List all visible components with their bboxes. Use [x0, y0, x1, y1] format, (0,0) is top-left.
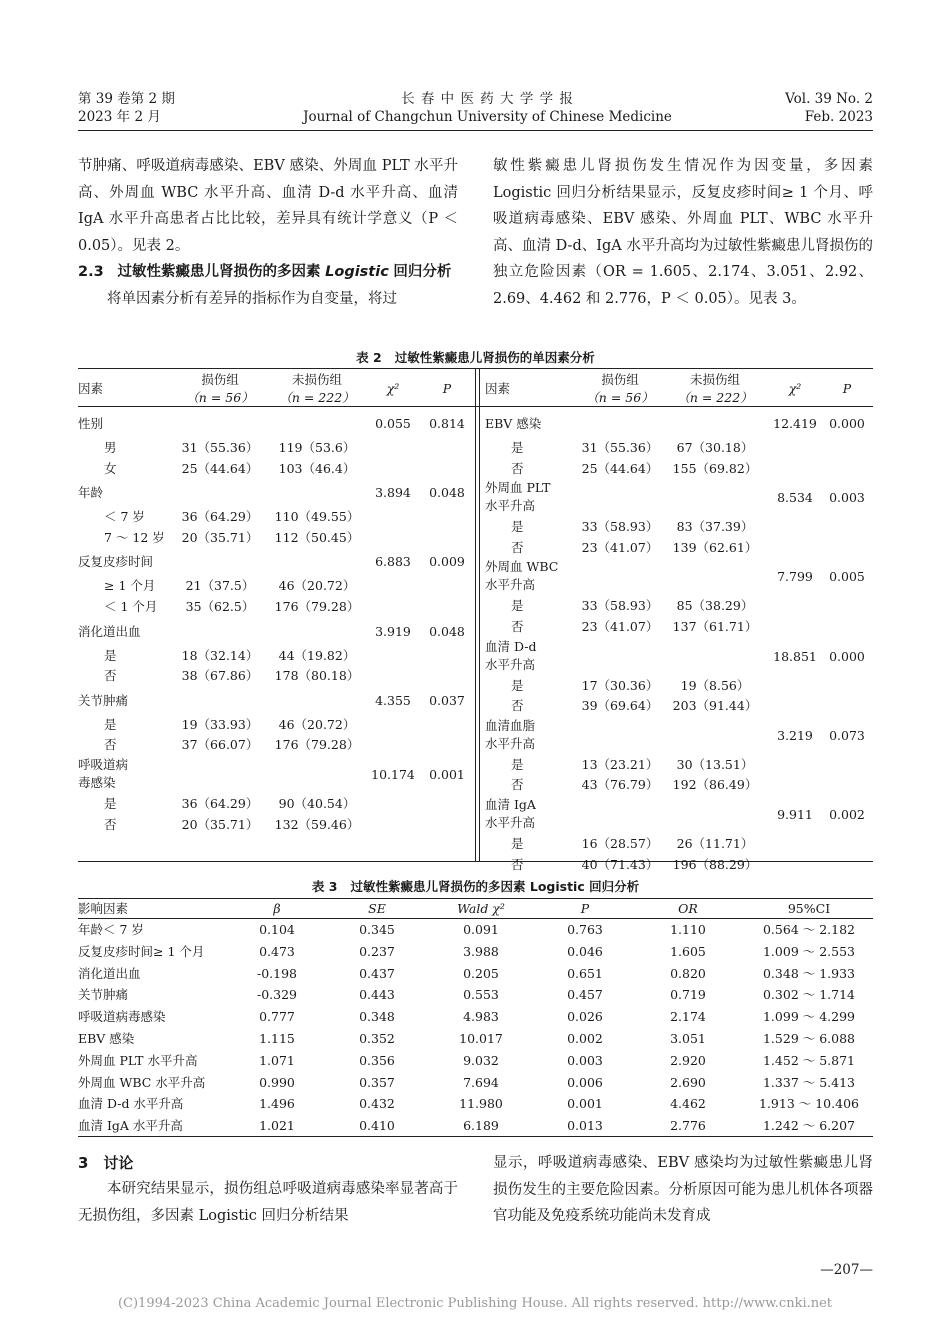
- table3-top-rule: [78, 898, 873, 899]
- table3-header-rule: [78, 918, 873, 919]
- table2-right-row-label: 水平升高: [485, 656, 536, 672]
- table3-cell: 1.337 ～ 5.413: [762, 1074, 856, 1090]
- table2-right-row-label: 是: [511, 519, 524, 535]
- table3-cell: 0.302 ～ 1.714: [762, 987, 856, 1003]
- table2-left-row-label: 7 ～ 12 岁: [104, 529, 165, 545]
- table3-cell: 3.988: [463, 943, 499, 959]
- table2-left-row-injured: 37（66.07）: [181, 737, 259, 753]
- table2-right-row-label: 水平升高: [485, 577, 536, 593]
- table2-left-header-uninjured-n: （n = 222）: [279, 390, 355, 405]
- table2-left-row-injured: 19（33.93）: [181, 716, 259, 732]
- table2-right-row-label: 血清血脂: [485, 717, 536, 733]
- table3-cell: 1.529 ～ 6.088: [762, 1031, 856, 1046]
- table3-cell: 0.002: [567, 1031, 603, 1046]
- table2-left-row-label: 年龄: [78, 485, 104, 501]
- table2-right-row-label: 否: [511, 619, 524, 634]
- table2-right-header-factor: 因素: [485, 381, 511, 396]
- table2-left-row-label: 性别: [78, 416, 104, 431]
- table2-divider-1: [475, 368, 476, 861]
- table2-right-row-uninjured: 30（13.51）: [676, 756, 754, 772]
- journal-title-en: Journal of Changchun University of Chinese Medicine: [303, 109, 672, 125]
- table3-cell: 10.017: [459, 1031, 503, 1046]
- table2-right-row-uninjured: 137（61.71）: [672, 619, 758, 634]
- table2-left-row-injured: 20（35.71）: [181, 816, 259, 832]
- table2-right-row-label: 是: [511, 440, 524, 455]
- table3-cell: 0.348 ～ 1.933: [762, 965, 856, 981]
- section-title-a: 过敏性紫癜患儿肾损伤的多因素: [117, 264, 321, 280]
- table3-cell: 0.013: [567, 1118, 603, 1134]
- section-title-c: 回归分析: [393, 264, 452, 280]
- table2-right-row-label: 否: [511, 460, 524, 476]
- table2-left-row-p: 0.009: [429, 554, 465, 570]
- table3-cell: 0.046: [567, 943, 603, 959]
- header-vol-en: Vol. 39 No. 2: [785, 91, 873, 107]
- table2-right-row-uninjured: 67（30.18）: [676, 440, 754, 455]
- table2-right-row-label: 外周血 WBC: [485, 559, 559, 575]
- table3-cell: 消化道出血: [78, 965, 141, 981]
- section-title-b: Logistic: [325, 264, 389, 280]
- table3-header-cell: SE: [368, 901, 386, 916]
- table3-header-cell: OR: [678, 901, 698, 916]
- table3-cell: 9.032: [463, 1052, 499, 1068]
- table2-right-row-injured: 17（30.36）: [581, 677, 659, 693]
- table2-right-row-label: 否: [511, 698, 524, 714]
- table2-right-header-uninjured-n: （n = 222）: [677, 390, 753, 405]
- discussion-right-paragraph: 显示，呼吸道病毒感染、EBV 感染均为过敏性紫癜患儿肾损伤发生的主要危险因素。分析原因可能为患儿机体各项器官功能及免疫系统功能尚未发育成: [493, 1155, 873, 1224]
- table3-cell: 0.104: [259, 922, 295, 937]
- table2-right-row-injured: 39（69.64）: [581, 698, 659, 714]
- table2-left-row-uninjured: 178（80.18）: [274, 668, 360, 684]
- table2-right-row-injured: 33（58.93）: [581, 598, 659, 614]
- table2-right-row-label: 血清 D-d: [485, 638, 537, 654]
- table3-cell: 7.694: [463, 1074, 499, 1090]
- table3-cell: 0.820: [670, 965, 706, 981]
- table3-header-cell: 影响因素: [78, 901, 129, 916]
- top-left-column: [78, 153, 458, 312]
- table2-right-row-uninjured: 196（88.29）: [672, 856, 758, 872]
- table2-left-row-uninjured: 46（20.72）: [278, 578, 356, 594]
- table2-left-header-injured-n: （n = 56）: [186, 390, 254, 405]
- table2-right-row-injured: 13（23.21）: [581, 756, 659, 772]
- table2-left-row-label: 呼吸道病: [78, 757, 129, 772]
- table3-cell: 1.913 ～ 10.406: [759, 1096, 859, 1112]
- top-right-column: [493, 153, 873, 312]
- table3-cell: 0.719: [670, 987, 706, 1003]
- table2-left-row-label: 毒感染: [78, 775, 116, 790]
- header-date-en: Feb. 2023: [804, 109, 873, 125]
- table2-right-row-label: 是: [511, 677, 524, 693]
- table2-right-row-chi: 9.911: [777, 807, 813, 822]
- table2-right-row-p: 0.073: [829, 727, 865, 743]
- table2-left-row-label: ＜ 1 个月: [104, 599, 158, 614]
- table3-cell: 0.651: [567, 965, 603, 981]
- table2-left-header-factor: 因素: [78, 381, 104, 396]
- table2-left-row-chi: 3.919: [375, 623, 411, 639]
- table2-left-row-label: 反复皮疹时间: [78, 554, 154, 570]
- table3-cell: 0.443: [359, 987, 395, 1003]
- table3-cell: 0.001: [567, 1096, 603, 1112]
- table2-right-row-label: EBV 感染: [485, 416, 542, 431]
- table3-cell: 2.174: [670, 1009, 706, 1025]
- table2-right-row-chi: 12.419: [773, 416, 817, 431]
- table2-left-row-label: 是: [104, 647, 117, 663]
- table2-right-row-label: 否: [511, 856, 524, 872]
- table3-cell: 0.457: [567, 987, 603, 1003]
- table3-cell: 血清 IgA 水平升高: [78, 1118, 183, 1134]
- table2-right-row-injured: 16（28.57）: [581, 836, 659, 851]
- table3-header-cell: Wald χ²: [457, 901, 505, 916]
- table2-left-header-uninjured: 未损伤组: [291, 372, 342, 387]
- table2-right-row-p: 0.002: [829, 807, 865, 822]
- table3-cell: 11.980: [459, 1096, 503, 1112]
- table2-right-row-chi: 7.799: [777, 569, 813, 585]
- table2-right-row-injured: 31（55.36）: [581, 440, 659, 455]
- table2-left-row-uninjured: 44（19.82）: [278, 647, 356, 663]
- table3-cell: 0.763: [567, 922, 603, 937]
- table2-right-row-label: 是: [511, 756, 524, 772]
- table2-divider-2: [479, 368, 480, 861]
- table2-left-row-injured: 36（64.29）: [181, 509, 259, 525]
- table2-right-row-label: 水平升高: [485, 735, 536, 751]
- table3-cell: 0.091: [463, 922, 499, 937]
- discussion-heading: 3 讨论: [78, 1154, 134, 1172]
- table2-left-row-p: 0.814: [429, 416, 465, 431]
- table2-right-row-injured: 23（41.07）: [581, 539, 659, 555]
- table3-caption-text: 过敏性紫癜患儿肾损伤的多因素 Logistic 回归分析: [350, 879, 640, 894]
- table2-right-row-chi: 8.534: [777, 490, 813, 506]
- table3-cell: 1.021: [259, 1118, 295, 1134]
- table2-right-header-chi: χ²: [788, 381, 802, 396]
- table2-right-row-injured: 23（41.07）: [581, 619, 659, 634]
- header-date: 2023 年 2 月: [78, 109, 161, 125]
- page-number: —207—: [820, 1262, 873, 1278]
- table3-cell: 0.437: [359, 965, 395, 981]
- table2-right-row-label: 外周血 PLT: [485, 480, 551, 496]
- method-paragraph: 将单因素分析有差异的指标作为自变量，将过: [107, 290, 397, 307]
- table2-right-row-chi: 3.219: [777, 727, 813, 743]
- table3-cell: 外周血 PLT 水平升高: [78, 1052, 198, 1068]
- table3-cell: 0.473: [259, 943, 295, 959]
- table2-left-row-uninjured: 119（53.6）: [278, 440, 356, 455]
- table2-left-row-label: 男: [104, 440, 117, 455]
- table3-cell: 0.564 ～ 2.182: [762, 922, 856, 937]
- table3-cell: 0.990: [259, 1074, 295, 1090]
- table2-right-row-uninjured: 26（11.71）: [676, 836, 754, 851]
- table2-right-row-p: 0.000: [829, 648, 865, 664]
- table3-header-cell: P: [580, 901, 590, 916]
- table3-cell: 0.026: [567, 1009, 603, 1025]
- table3-cell: 2.920: [670, 1052, 706, 1068]
- table3-cell: EBV 感染: [78, 1031, 135, 1046]
- header-rule: [78, 130, 873, 131]
- table2-left-row-p: 0.001: [429, 767, 465, 782]
- table2-right-row-p: 0.005: [829, 569, 865, 585]
- header-volume: 第 39 卷第 2 期: [78, 91, 175, 107]
- table2-left-row-injured: 36（64.29）: [181, 796, 259, 811]
- table2-left-row-label: ≥ 1 个月: [104, 578, 156, 594]
- table3-header-cell: β: [273, 901, 281, 916]
- table3-caption-number: 表 3: [311, 879, 338, 894]
- table2-right-row-injured: 33（58.93）: [581, 519, 659, 535]
- table3-cell: 0.345: [359, 922, 395, 937]
- table2-left-row-injured: 25（44.64）: [181, 460, 259, 476]
- table2-right-row-injured: 25（44.64）: [581, 460, 659, 476]
- table3-cell: -0.329: [256, 987, 297, 1003]
- table2-left-row-p: 0.037: [429, 692, 465, 708]
- table2-left-row-label: 消化道出血: [78, 623, 141, 639]
- table3-cell: 1.496: [259, 1096, 295, 1112]
- table2-right-row-label: 是: [511, 598, 524, 614]
- table3-cell: 1.071: [259, 1052, 295, 1068]
- table2-caption-number: 表 2: [356, 350, 382, 365]
- table2-left-row-uninjured: 176（79.28）: [274, 737, 360, 753]
- table2-right-row-p: 0.003: [829, 490, 865, 506]
- table2-left-row-injured: 38（67.86）: [181, 668, 259, 684]
- table2-left-row-label: 关节肿痛: [78, 692, 129, 708]
- table2-caption-text: 过敏性紫癜患儿肾损伤的单因素分析: [394, 350, 595, 365]
- table3-cell: 0.432: [359, 1096, 395, 1112]
- table2-right-row-uninjured: 83（37.39）: [676, 519, 754, 535]
- table2-right-row-injured: 43（76.79）: [581, 777, 659, 793]
- table3-cell: 1.110: [670, 922, 706, 937]
- table2-right-header-uninjured: 未损伤组: [689, 372, 740, 387]
- table2-left-row-injured: 20（35.71）: [181, 529, 259, 545]
- table3-cell: 0.006: [567, 1074, 603, 1090]
- table2-left-header-chi: χ²: [386, 381, 400, 396]
- table3-cell: 0.237: [359, 943, 395, 959]
- table3-cell: 1.115: [259, 1031, 295, 1046]
- table3-cell: 2.690: [670, 1074, 706, 1090]
- table2-left-row-chi: 4.355: [375, 692, 411, 708]
- table2-left-row-uninjured: 132（59.46）: [274, 816, 360, 832]
- table2-left-row-label: 是: [104, 716, 117, 732]
- table2-right-row-uninjured: 192（86.49）: [672, 777, 758, 793]
- table3-cell: 血清 D-d 水平升高: [78, 1096, 184, 1112]
- table3-cell: 0.352: [359, 1031, 395, 1046]
- table2-right-row-label: 否: [511, 777, 524, 793]
- table2-left-row-label: 是: [104, 796, 117, 811]
- table3-cell: 关节肿痛: [78, 987, 129, 1003]
- table3-cell: 0.777: [259, 1009, 295, 1025]
- table3-cell: 0.410: [359, 1118, 395, 1134]
- regression-paragraph: 敏性紫癜患儿肾损伤发生情况作为因变量，多因素 Logistic 回归分析结果显示，反复皮疹时间≥ 1 个月、呼吸道病毒感染、EBV 感染、外周血 PLT、WBC 水平升高、血清 D-d、IgA 水平升高均为过敏性紫癜患儿肾损伤的独立危险因素（OR = 1.605、2.174、3.051、2.92、2.69、4.462 和 2.776，P ＜ 0.05）。见表 3。: [493, 158, 873, 307]
- table2-right-row-injured: 40（71.43）: [581, 856, 659, 872]
- copyright-notice: (C)1994-2023 China Academic Journal Electronic Publishing House. All rights reserved. http://www.cnki.net: [117, 1296, 833, 1311]
- table2-left-row-uninjured: 103（46.4）: [278, 460, 356, 476]
- table2-right-row-uninjured: 19（8.56）: [680, 677, 750, 693]
- table2-left-row-uninjured: 176（79.28）: [274, 599, 360, 614]
- table2-left-row-injured: 35（62.5）: [185, 599, 255, 614]
- table2-left-row-uninjured: 46（20.72）: [278, 716, 356, 732]
- table2-right-row-label: 血清 IgA: [485, 797, 536, 812]
- table2-right-row-label: 水平升高: [485, 498, 536, 514]
- section-number: 2.3: [78, 264, 104, 280]
- table3-cell: 0.205: [463, 965, 499, 981]
- table2-left-row-uninjured: 112（50.45）: [274, 529, 360, 545]
- table2-right-row-uninjured: 155（69.82）: [672, 460, 758, 476]
- table2-left-row-label: 否: [104, 668, 117, 684]
- results-paragraph: 节肿痛、呼吸道病毒感染、EBV 感染、外周血 PLT 水平升高、外周血 WBC 水平升高、血清 D-d 水平升高、血清 IgA 水平升高患者占比比较，差异具有统计学意义（P ＜ 0.05）。见表 2。: [78, 158, 458, 254]
- table2-right-row-label: 水平升高: [485, 815, 536, 830]
- table2-right-header-injured-n: （n = 56）: [586, 390, 654, 405]
- table2-left-header-p: P: [442, 381, 452, 396]
- table3-caption: [78, 877, 873, 895]
- table3-bottom-rule: [78, 1136, 873, 1137]
- table3-cell: 1.009 ～ 2.553: [762, 943, 856, 959]
- table2-left-row-chi: 0.055: [375, 416, 411, 431]
- table3-header-cell: 95%CI: [787, 901, 831, 916]
- table3-cell: 1.099 ～ 4.299: [762, 1009, 856, 1025]
- table3-cell: 1.452 ～ 5.871: [762, 1052, 856, 1068]
- table2-left-header-injured: 损伤组: [201, 372, 239, 387]
- table2-left-row-injured: 31（55.36）: [181, 440, 259, 455]
- table2-right-row-chi: 18.851: [773, 648, 817, 664]
- table2-right-header-injured: 损伤组: [601, 372, 639, 387]
- table2-left-row-p: 0.048: [429, 485, 465, 501]
- table2-left-row-label: 否: [104, 816, 117, 832]
- table3-cell: 外周血 WBC 水平升高: [78, 1074, 206, 1090]
- table3-cell: 1.605: [670, 943, 706, 959]
- table2-left-row-chi: 3.894: [375, 485, 411, 501]
- table3-cell: -0.198: [256, 965, 297, 981]
- table2-right-header-p: P: [842, 381, 852, 396]
- table2-left-row-uninjured: 110（49.55）: [274, 509, 360, 525]
- table2-right-row-uninjured: 139（62.61）: [672, 539, 758, 555]
- table2-right-row-uninjured: 203（91.44）: [672, 698, 758, 714]
- table2-left-row-injured: 21（37.5）: [185, 578, 255, 594]
- table3-cell: 反复皮疹时间≥ 1 个月: [78, 943, 205, 959]
- journal-title-cn: 长 春 中 医 药 大 学 学 报: [401, 91, 574, 107]
- table3-cell: 0.553: [463, 987, 499, 1003]
- table3-cell: 3.051: [670, 1031, 706, 1046]
- table3-cell: 2.776: [670, 1118, 706, 1134]
- table2-right-row-uninjured: 85（38.29）: [676, 598, 754, 614]
- table3-cell: 年龄＜ 7 岁: [78, 922, 144, 937]
- table3-cell: 0.003: [567, 1052, 603, 1068]
- discussion-left-paragraph: 本研究结果显示，损伤组总呼吸道病毒感染率显著高于无损伤组，多因素 Logistic 回归分析结果: [78, 1181, 458, 1224]
- section-heading-2-3: [78, 259, 458, 286]
- table2-left-row-chi: 6.883: [375, 554, 411, 570]
- table2-left-row-chi: 10.174: [371, 767, 415, 782]
- table3-cell: 0.356: [359, 1052, 395, 1068]
- table3-cell: 呼吸道病毒感染: [78, 1009, 166, 1025]
- table2-left-row-uninjured: 90（40.54）: [278, 796, 356, 811]
- table3-cell: 4.462: [670, 1096, 706, 1112]
- table2-left-row-p: 0.048: [429, 623, 465, 639]
- table3-cell: 6.189: [463, 1118, 499, 1134]
- table3-cell: 0.348: [359, 1009, 395, 1025]
- table2-right-row-label: 否: [511, 539, 524, 555]
- table2-left-row-injured: 18（32.14）: [181, 647, 259, 663]
- table2-left-row-label: ＜ 7 岁: [104, 509, 145, 525]
- table3-cell: 0.357: [359, 1074, 395, 1090]
- table2-left-row-label: 否: [104, 737, 117, 753]
- table2-right-row-p: 0.000: [829, 416, 865, 431]
- table2-right-row-label: 是: [511, 836, 524, 851]
- table2-caption: [78, 348, 873, 366]
- table2-left-row-label: 女: [104, 460, 117, 476]
- table3-cell: 4.983: [463, 1009, 499, 1025]
- table3-cell: 1.242 ～ 6.207: [762, 1118, 856, 1134]
